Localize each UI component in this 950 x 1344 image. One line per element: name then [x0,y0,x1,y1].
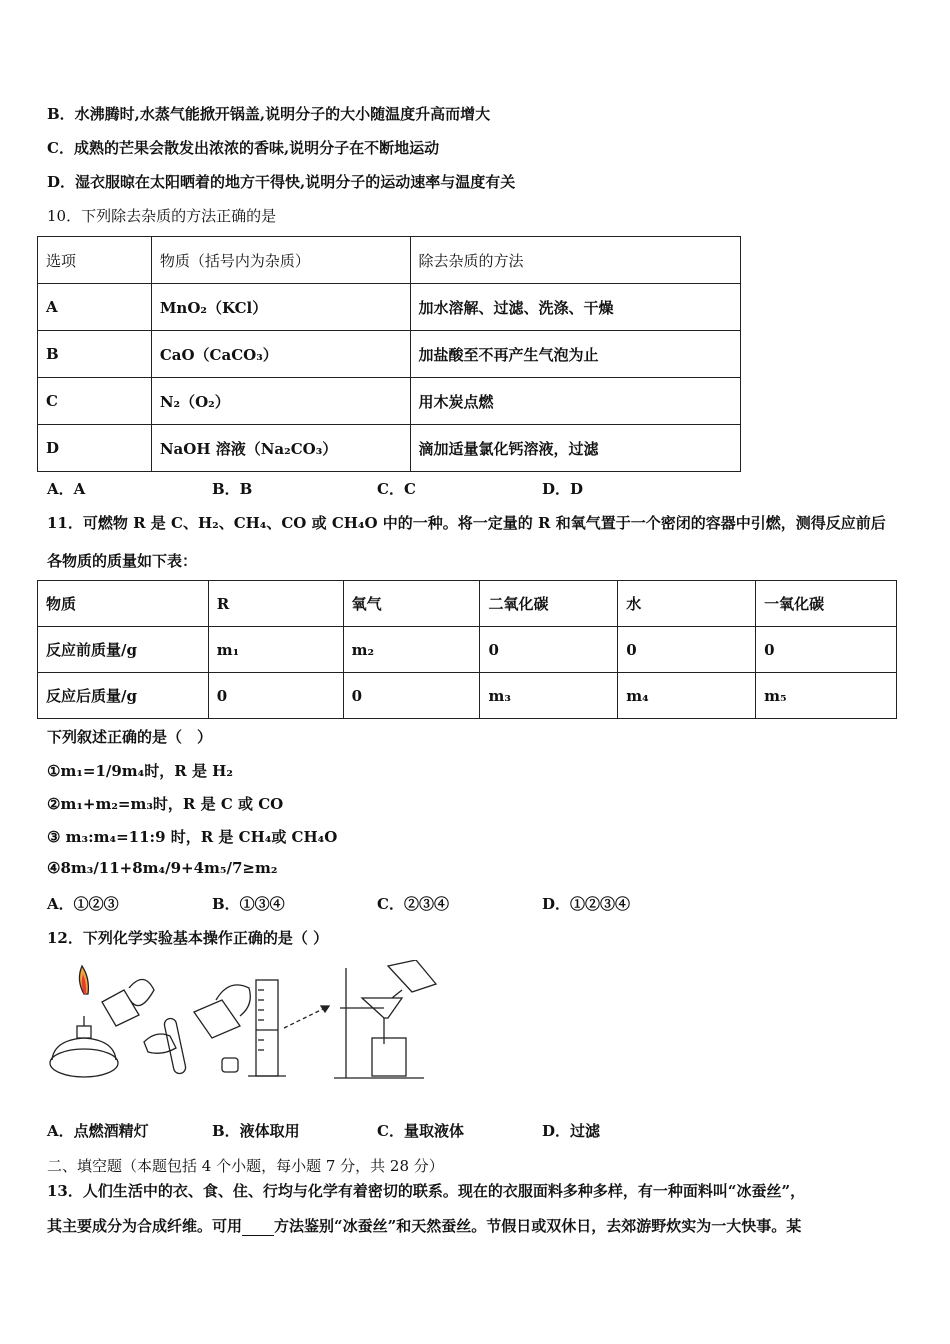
table-header-cell: 物质 [38,581,209,627]
answer-blank[interactable] [242,1221,274,1236]
table-cell: D [38,425,152,472]
table-cell: m₅ [756,673,897,719]
table-header-cell: 除去杂质的方法 [410,237,740,284]
table-cell: m₃ [480,673,618,719]
q9-option-c: C．成熟的芒果会散发出浓浓的香味,说明分子在不断地运动 [47,139,440,157]
q11-statement-2: ②m₁+m₂=m₃时，R 是 C 或 CO [47,795,284,813]
section-heading: 二、填空题（本题包括 4 个小题，每小题 7 分，共 28 分） [47,1157,444,1175]
table-cell: B [38,331,152,378]
q10-stem: 10．下列除去杂质的方法正确的是 [47,207,277,225]
table-cell: 加水溶解、过滤、洗涤、干燥 [410,284,740,331]
table-cell: m₂ [343,627,480,673]
q12-option-d: D．过滤 [542,1122,601,1140]
table-cell: A [38,284,152,331]
table-row [38,378,741,425]
q9-option-d: D．湿衣服晾在太阳晒着的地方干得快,说明分子的运动速率与温度有关 [47,173,516,191]
q11-statement-1: ①m₁=1/9m₄时，R 是 H₂ [47,762,233,780]
q12-option-a: A．点燃酒精灯 [47,1122,149,1140]
table-row [38,284,741,331]
table-cell: 0 [480,627,618,673]
table-row [38,425,741,472]
q10-option-b: B．B [212,480,253,498]
table-header-cell: 氧气 [343,581,480,627]
q12-option-c: C．量取液体 [377,1122,464,1140]
table-header-cell: 物质（括号内为杂质） [151,237,410,284]
table-cell: 滴加适量氯化钙溶液，过滤 [410,425,740,472]
table-cell: 0 [618,627,756,673]
table-header-cell: R [208,581,343,627]
table-cell: 0 [343,673,480,719]
filtration-setup-illustration [334,960,436,1078]
table-header-cell: 水 [618,581,756,627]
table-cell: MnO₂（KCl） [151,284,410,331]
alcohol-lamp-illustration [50,966,154,1077]
q11-option-d: D．①②③④ [542,895,631,913]
q11-prompt: 下列叙述正确的是（ ） [47,728,213,746]
table-header-row [38,581,897,627]
q10-table [37,236,741,472]
q10-option-a: A．A [47,480,86,498]
table-cell: N₂（O₂） [151,378,410,425]
table-cell: NaOH 溶液（Na₂CO₃） [151,425,410,472]
table-header-row [38,237,741,284]
table-cell: 0 [756,627,897,673]
q12-option-b: B．液体取用 [212,1122,300,1140]
table-cell: m₄ [618,673,756,719]
table-header-cell: 二氧化碳 [480,581,618,627]
liquid-pouring-illustration [144,985,250,1075]
q11-option-b: B．①③④ [212,895,285,913]
table-cell: 0 [208,673,343,719]
table-cell: m₁ [208,627,343,673]
q10-option-d: D．D [542,480,584,498]
table-cell: CaO（CaCO₃） [151,331,410,378]
q11-statement-3: ③ m₃:m₄=11:9 时，R 是 CH₄或 CH₄O [47,828,338,846]
table-cell: 用木炭点燃 [410,378,740,425]
q13-line2-part2: 方法鉴别“冰蚕丝”和天然蚕丝。节假日或双休日，去郊游野炊实为一大快事。某 [274,1217,802,1235]
q11-stem-line2: 各物质的质量如下表： [47,552,198,570]
q13-line2 [47,1215,801,1236]
q12-lab-operations-figure [44,960,444,1085]
q11-statement-4: ④8m₃/11+8m₄/9+4m₅/7≥m₂ [47,859,278,877]
q13-line1: 13．人们生活中的衣、食、住、行均与化学有着密切的联系。现在的衣服面料多种多样，有一种面料叫“冰蚕丝”， [47,1182,806,1200]
table-row [38,673,897,719]
q9-option-b: B．水沸腾时,水蒸气能掀开锅盖,说明分子的大小随温度升高而增大 [47,105,491,123]
table-header-cell: 一氧化碳 [756,581,897,627]
graduated-cylinder-illustration [248,980,329,1076]
q11-table [37,580,897,719]
table-cell: 加盐酸至不再产生气泡为止 [410,331,740,378]
table-cell: 反应后质量/g [38,673,209,719]
q11-option-c: C．②③④ [377,895,449,913]
q13-line2-part1: 其主要成分为合成纤维。可用 [47,1217,243,1235]
q10-option-c: C．C [377,480,416,498]
table-header-cell: 选项 [38,237,152,284]
table-row [38,627,897,673]
table-cell: 反应前质量/g [38,627,209,673]
table-row [38,331,741,378]
q11-option-a: A．①②③ [47,895,119,913]
q11-stem-line1: 11．可燃物 R 是 C、H₂、CH₄、CO 或 CH₄O 中的一种。将一定量的 R 和氧气置于一个密闭的容器中引燃，测得反应前后 [47,514,886,532]
q12-stem: 12．下列化学实验基本操作正确的是（ ） [47,929,329,947]
table-cell: C [38,378,152,425]
